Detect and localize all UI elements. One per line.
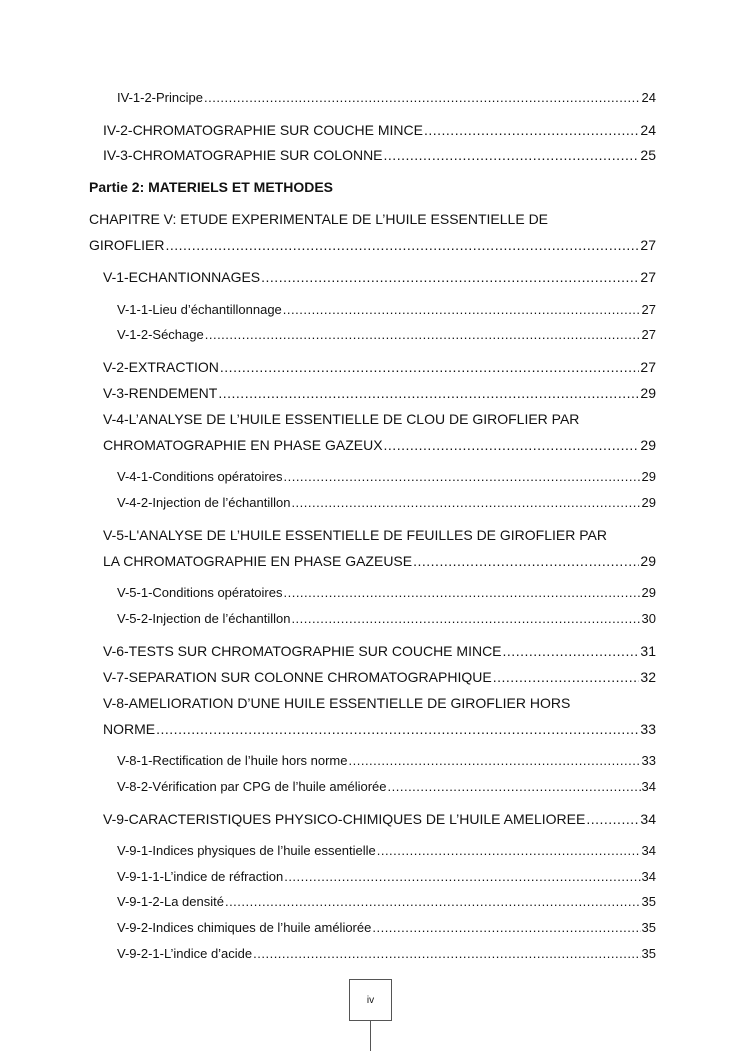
toc-entry-page: 33: [641, 753, 656, 768]
toc-entry-title: CHROMATOGRAPHIE EN PHASE GAZEUX: [103, 437, 383, 453]
toc-entry-title: IV-3-CHROMATOGRAPHIE SUR COLONNE: [103, 147, 383, 163]
toc-entry-page: 27: [640, 269, 656, 285]
toc-entry-line1[interactable]: V-8-AMELIORATION D’UNE HUILE ESSENTIELLE DE GIROFLIER HORS: [103, 695, 571, 711]
toc-entry[interactable]: [117, 919, 656, 937]
toc-entry[interactable]: [103, 668, 656, 686]
toc-entry-page: 35: [641, 920, 656, 935]
toc-entry[interactable]: [117, 301, 656, 319]
toc-leader: [413, 552, 639, 570]
toc-entry-title: V-4-1-Conditions opératoires: [117, 469, 283, 484]
toc-entry-title: V-9-1-1-L’indice de réfraction: [117, 869, 284, 884]
toc-entry-page: 29: [640, 553, 656, 569]
toc-entry-page: 29: [641, 585, 656, 600]
toc-entry-page: 34: [641, 869, 656, 884]
toc-entry-title: V-8-1-Rectification de l’huile hors norme: [117, 753, 348, 768]
chapter-heading: CHAPITRE V: ETUDE EXPERIMENTALE DE L’HUILE ESSENTIELLE DE: [89, 211, 549, 227]
toc-entry-title: V-4-2-Injection de l’échantillon: [117, 495, 291, 510]
toc-entry[interactable]: [103, 358, 656, 376]
toc-leader: [156, 720, 639, 738]
toc-entry-title: V-1-2-Séchage: [117, 327, 204, 342]
toc-entry[interactable]: [103, 552, 656, 570]
toc-entry-page: 34: [641, 779, 656, 794]
toc-leader: [205, 326, 641, 344]
page-number: iv: [366, 995, 375, 1006]
toc-entry-title: V-3-RENDEMENT: [103, 385, 218, 401]
toc-entry-title: V-9-2-Indices chimiques de l’huile améliorée: [117, 920, 372, 935]
toc-entry[interactable]: [103, 384, 656, 402]
toc-entry-title: V-9-1-2-La densité: [117, 894, 224, 909]
toc-entry[interactable]: [117, 89, 656, 107]
toc-entry-page: 30: [641, 611, 656, 626]
toc-leader: [586, 810, 639, 828]
toc-leader: [384, 436, 640, 454]
toc-entry-title: V-1-1-Lieu d’échantillonnage: [117, 302, 282, 317]
toc-entry-page: 29: [640, 437, 656, 453]
toc-entry-page: 29: [641, 469, 656, 484]
toc-entry[interactable]: [117, 778, 656, 796]
toc-leader: [503, 642, 640, 660]
toc-entry[interactable]: [117, 610, 656, 628]
toc-leader: [291, 610, 640, 628]
toc-entry-page: 29: [640, 385, 656, 401]
toc-entry-page: 24: [641, 90, 656, 105]
toc-entry-page: 24: [640, 122, 656, 138]
toc-entry-title: V-9-CARACTERISTIQUES PHYSICO-CHIMIQUES DE L’HUILE AMELIOREE: [103, 811, 586, 827]
toc-entry-title: NORME: [103, 721, 156, 737]
toc-leader: [253, 945, 640, 963]
toc-leader: [283, 584, 640, 602]
toc-leader: [218, 384, 639, 402]
toc-entry[interactable]: [103, 810, 656, 828]
toc-leader: [377, 842, 641, 860]
part-heading: Partie 2: MATERIELS ET METHODES: [89, 179, 333, 195]
toc-entry-page: 35: [641, 946, 656, 961]
toc-entry-title: V-5-2-Injection de l’échantillon: [117, 611, 291, 626]
toc-entry-title: LA CHROMATOGRAPHIE EN PHASE GAZEUSE: [103, 553, 413, 569]
toc-entry-line1[interactable]: V-5-L'ANALYSE DE L’HUILE ESSENTIELLE DE FEUILLES DE GIROFLIER PAR: [103, 527, 607, 543]
toc-leader: [424, 121, 639, 139]
toc-leader: [220, 358, 640, 376]
toc-entry-page: 35: [641, 894, 656, 909]
toc-entry[interactable]: [117, 468, 656, 486]
toc-entry[interactable]: [117, 893, 656, 911]
toc-entry[interactable]: [117, 945, 656, 963]
toc-leader: [225, 893, 641, 911]
toc-entry[interactable]: [117, 868, 656, 886]
toc-entry[interactable]: [89, 236, 656, 254]
toc-leader: [261, 268, 639, 286]
toc-entry[interactable]: [117, 326, 656, 344]
toc-entry-title: IV-2-CHROMATOGRAPHIE SUR COUCHE MINCE: [103, 122, 423, 138]
toc-entry[interactable]: [117, 584, 656, 602]
toc-entry-page: 31: [640, 643, 656, 659]
toc-entry-page: 34: [641, 843, 656, 858]
toc-entry[interactable]: [103, 268, 656, 286]
toc-entry-title: V-8-2-Vérification par CPG de l’huile améliorée: [117, 779, 387, 794]
toc-leader: [349, 752, 641, 770]
toc-entry-title: GIROFLIER: [89, 237, 165, 253]
toc-entry-title: V-6-TESTS SUR CHROMATOGRAPHIE SUR COUCHE MINCE: [103, 643, 502, 659]
toc-leader: [291, 494, 640, 512]
toc-entry-page: 33: [640, 721, 656, 737]
toc-entry-title: V-2-EXTRACTION: [103, 359, 219, 375]
toc-entry[interactable]: [103, 436, 656, 454]
toc-entry-title: IV-1-2-Principe: [117, 90, 203, 105]
toc-leader: [283, 301, 641, 319]
toc-entry-page: 29: [641, 495, 656, 510]
toc-entry[interactable]: [117, 494, 656, 512]
toc-entry[interactable]: [103, 146, 656, 164]
toc-entry-title: V-1-ECHANTIONNAGES: [103, 269, 261, 285]
toc-entry-page: 25: [640, 147, 656, 163]
toc-leader: [388, 778, 641, 796]
toc-entry-line1[interactable]: V-4-L’ANALYSE DE L’HUILE ESSENTIELLE DE CLOU DE GIROFLIER PAR: [103, 411, 580, 427]
toc-entry-title: V-9-2-1-L’indice d’acide: [117, 946, 253, 961]
toc-leader: [204, 89, 641, 107]
toc-entry-title: V-5-1-Conditions opératoires: [117, 585, 283, 600]
toc-entry[interactable]: [117, 752, 656, 770]
toc-entry[interactable]: [117, 842, 656, 860]
page-number-box: [349, 979, 392, 1021]
toc-entry-page: 27: [641, 302, 656, 317]
toc-leader: [284, 868, 640, 886]
toc-leader: [372, 919, 640, 937]
toc-leader: [493, 668, 640, 686]
toc-entry-page: 27: [640, 237, 656, 253]
toc-leader: [384, 146, 640, 164]
toc-entry[interactable]: [103, 121, 656, 139]
toc-entry-title: V-7-SEPARATION SUR COLONNE CHROMATOGRAPHIQUE: [103, 669, 492, 685]
toc-leader: [283, 468, 640, 486]
toc-entry-title: V-9-1-Indices physiques de l’huile essentielle: [117, 843, 376, 858]
toc-entry-page: 27: [640, 359, 656, 375]
toc-entry[interactable]: [103, 720, 656, 738]
toc-entry-page: 27: [641, 327, 656, 342]
page-number-stem: [370, 1021, 371, 1051]
toc-leader: [165, 236, 639, 254]
toc-entry[interactable]: [103, 642, 656, 660]
toc-entry-page: 32: [640, 669, 656, 685]
toc-entry-page: 34: [640, 811, 656, 827]
